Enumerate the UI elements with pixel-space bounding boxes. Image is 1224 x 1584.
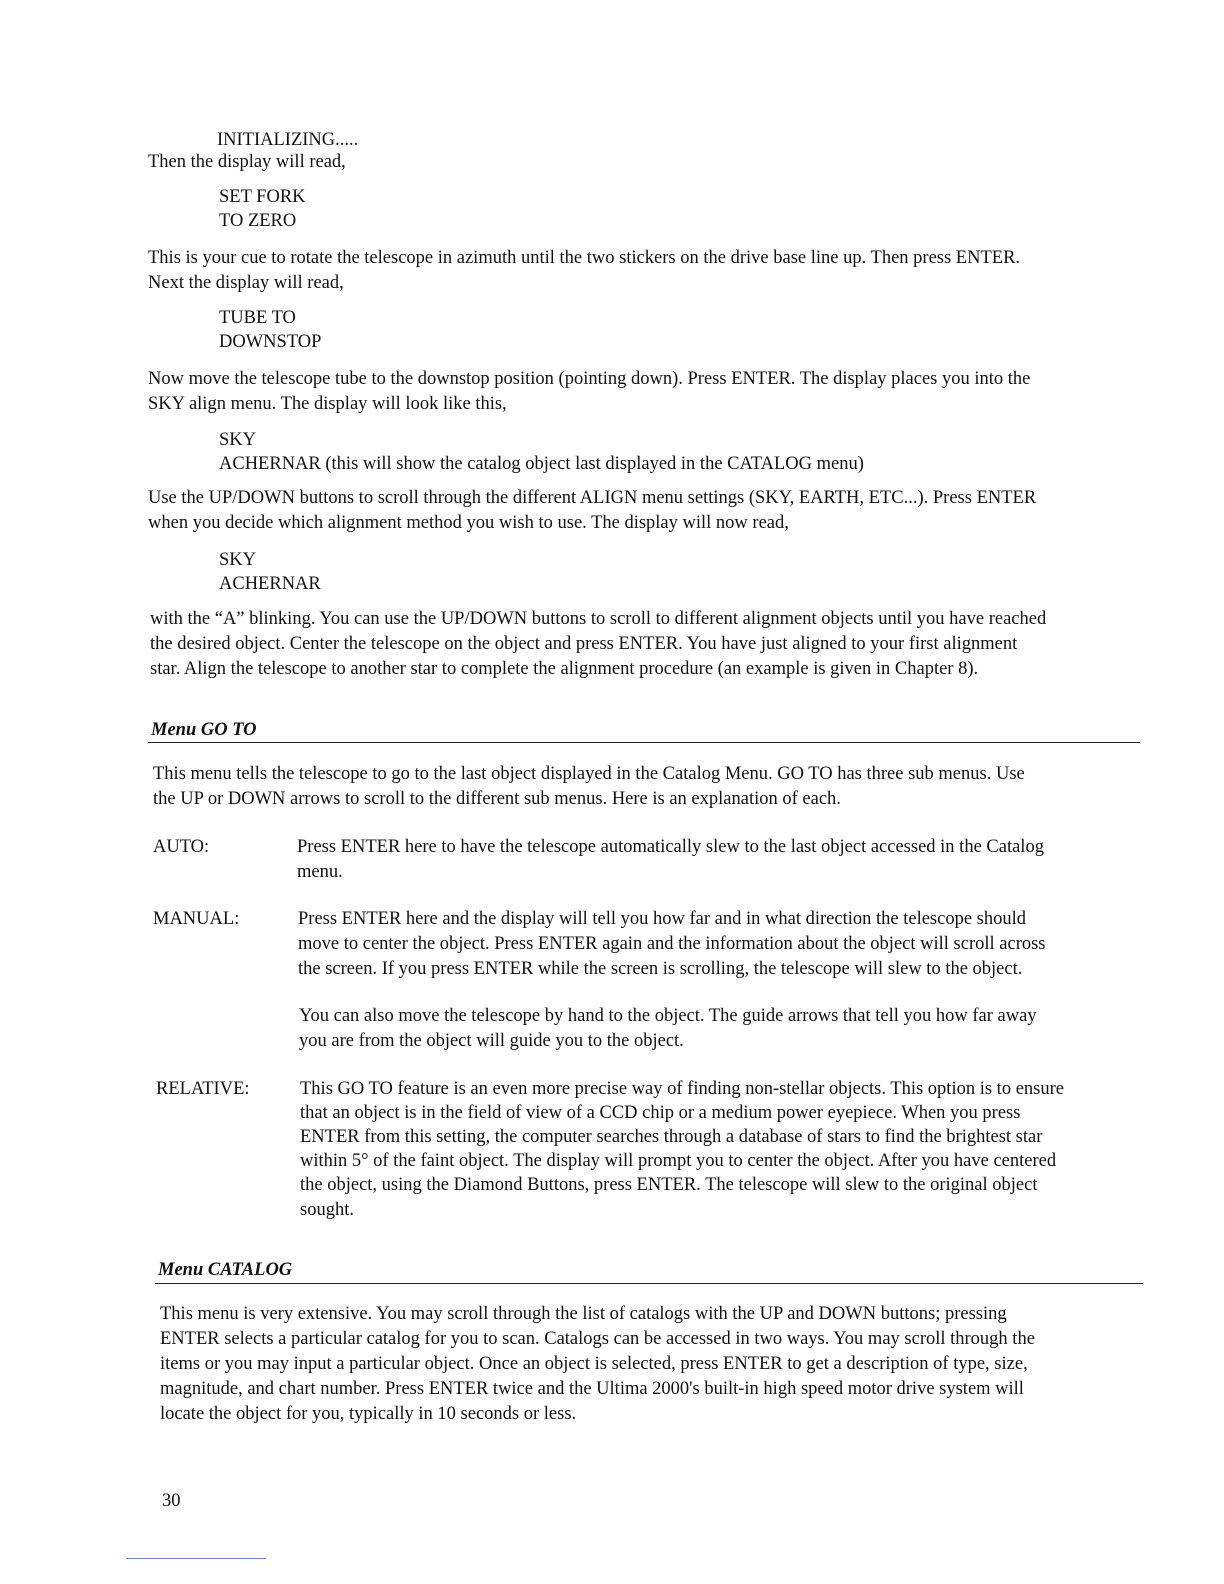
desc-relative-line4: within 5° of the faint object. The display will prompt you to center the object. After you have centered	[300, 1151, 1057, 1171]
paragraph-cue-rotate-line2: Next the display will read,	[148, 273, 344, 293]
term-relative: RELATIVE:	[156, 1079, 250, 1099]
desc-auto-line2: menu.	[297, 862, 343, 882]
desc-manual-p2-line1: You can also move the telescope by hand to the object. The guide arrows that tell you how far away	[299, 1006, 1037, 1026]
desc-manual-p2-line2: you are from the object will guide you to the object.	[299, 1031, 684, 1051]
desc-relative-line5: the object, using the Diamond Buttons, press ENTER. The telescope will slew to the original object	[300, 1175, 1038, 1195]
footer-rule	[126, 1558, 266, 1559]
display-readout-sky2-line2: ACHERNAR	[219, 574, 321, 594]
goto-intro-line2: the UP or DOWN arrows to scroll to the different sub menus. Here is an explanation of each.	[153, 789, 841, 809]
page-number: 30	[162, 1491, 181, 1511]
catalog-body-line1: This menu is very extensive. You may scroll through the list of catalogs with the UP and DOWN buttons; pressing	[160, 1304, 1007, 1324]
term-auto: AUTO:	[153, 837, 210, 857]
display-readout-sky1-line2: ACHERNAR (this will show the catalog object last displayed in the CATALOG menu)	[219, 454, 864, 474]
desc-manual-line1: Press ENTER here and the display will tell you how far and in what direction the telescope should	[298, 909, 1027, 929]
display-readout-set-fork-line2: TO ZERO	[219, 211, 297, 231]
goto-intro-line1: This menu tells the telescope to go to the last object displayed in the Catalog Menu. GO TO has three sub menus. Use	[153, 764, 1025, 784]
display-readout-initializing: INITIALIZING.....	[217, 130, 359, 150]
display-readout-tube-line2: DOWNSTOP	[219, 332, 322, 352]
paragraph-move-tube-line1: Now move the telescope tube to the downstop position (pointing down). Press ENTER. The display places you into the	[148, 369, 1031, 389]
catalog-body-line5: locate the object for you, typically in 10 seconds or less.	[160, 1404, 577, 1424]
catalog-body-line3: items or you may input a particular object. Once an object is selected, press ENTER to get a description of type, size,	[160, 1354, 1028, 1374]
display-readout-sky1-line1: SKY	[219, 430, 257, 450]
desc-relative-line6: sought.	[300, 1200, 354, 1220]
desc-auto-line1: Press ENTER here to have the telescope automatically slew to the last object accessed in the Catalog	[297, 837, 1044, 857]
section-heading-goto: Menu GO TO	[151, 720, 257, 740]
section-heading-catalog: Menu CATALOG	[158, 1260, 293, 1280]
display-readout-set-fork-line1: SET FORK	[219, 187, 306, 207]
section-divider-goto	[148, 742, 1140, 743]
catalog-body-line4: magnitude, and chart number. Press ENTER twice and the Ultima 2000's built-in high speed motor drive system will	[160, 1379, 1024, 1399]
paragraph-move-tube-line2: SKY align menu. The display will look like this,	[148, 394, 507, 414]
desc-relative-line1: This GO TO feature is an even more precise way of finding non-stellar objects. This option is to ensure	[300, 1079, 1064, 1099]
paragraph-cue-rotate-line1: This is your cue to rotate the telescope in azimuth until the two stickers on the drive base line up. Then press ENTER.	[148, 248, 1021, 268]
desc-relative-line3: ENTER from this setting, the computer searches through a database of stars to find the brightest star	[300, 1127, 1043, 1147]
desc-manual-line3: the screen. If you press ENTER while the screen is scrolling, the telescope will slew to the object.	[298, 959, 1023, 979]
paragraph-use-updown-line1: Use the UP/DOWN buttons to scroll through the different ALIGN menu settings (SKY, EARTH, ETC...). Press ENTER	[148, 488, 1037, 508]
paragraph-a-blinking-line2: the desired object. Center the telescope on the object and press ENTER. You have just aligned to your first alignment	[150, 634, 1018, 654]
catalog-body-line2: ENTER selects a particular catalog for you to scan. Catalogs can be accessed in two ways. You may scroll through the	[160, 1329, 1035, 1349]
display-readout-sky2-line1: SKY	[219, 550, 257, 570]
display-readout-tube-line1: TUBE TO	[219, 308, 296, 328]
paragraph-then-display: Then the display will read,	[148, 152, 346, 172]
desc-manual-line2: move to center the object. Press ENTER again and the information about the object will scroll across	[298, 934, 1046, 954]
paragraph-a-blinking-line3: star. Align the telescope to another star to complete the alignment procedure (an example is given in Chapter 8).	[150, 659, 979, 679]
section-divider-catalog	[155, 1283, 1143, 1284]
desc-relative-line2: that an object is in the field of view of a CCD chip or a medium power eyepiece. When you press	[300, 1103, 1021, 1123]
term-manual: MANUAL:	[153, 909, 240, 929]
paragraph-a-blinking-line1: with the “A” blinking. You can use the UP/DOWN buttons to scroll to different alignment objects until you have reached	[150, 609, 1047, 629]
paragraph-use-updown-line2: when you decide which alignment method you wish to use. The display will now read,	[148, 513, 789, 533]
